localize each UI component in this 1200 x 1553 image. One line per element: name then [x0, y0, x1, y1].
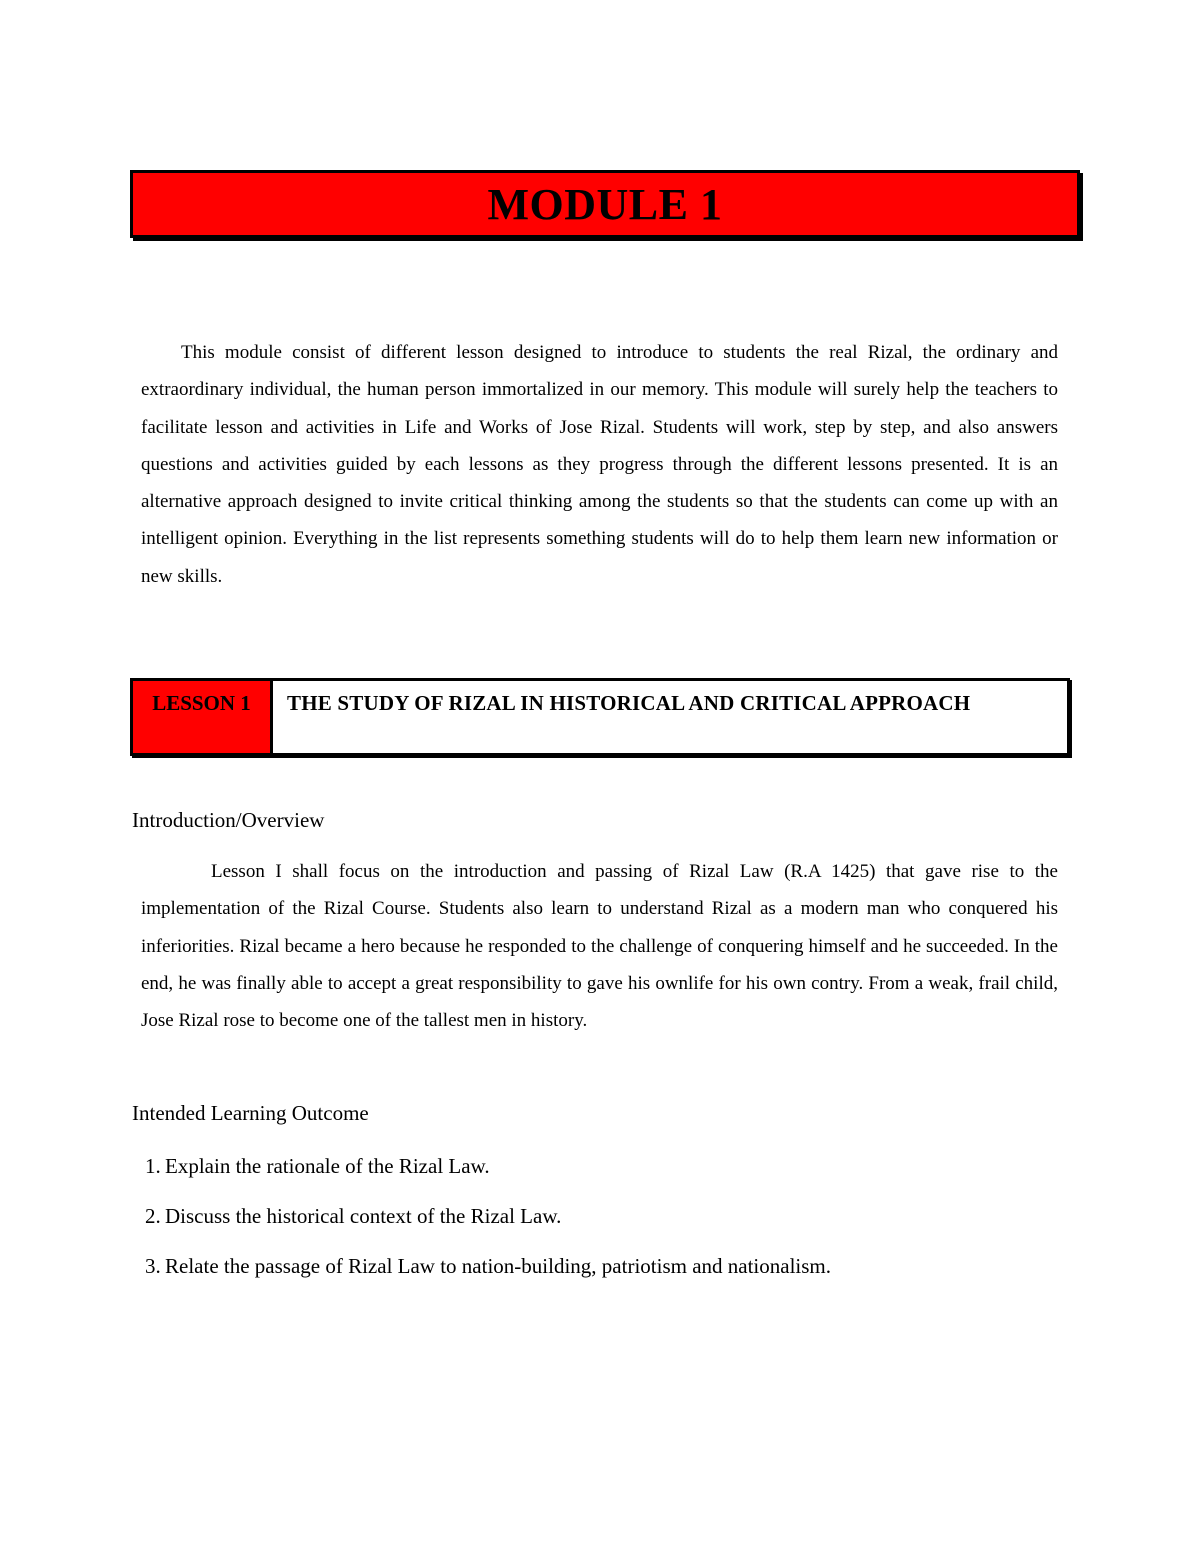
list-item	[145, 1198, 1045, 1248]
list-item	[145, 1148, 1045, 1198]
lesson-label: LESSON 1	[133, 681, 273, 753]
outcomes-list	[145, 1148, 1045, 1298]
lesson-title: THE STUDY OF RIZAL IN HISTORICAL AND CRITICAL APPROACH	[287, 691, 971, 715]
intro-paragraph: This module consist of different lesson designed to introduce to students the real Rizal, the ordinary and extraordinary individual, the human person immortalized in our memory. This module will surely help the teachers to facilitate lesson and activities in Life and Works of Jose Rizal. Students will work, step by step, and also answers questions and activities guided by each lessons as they progress through the different lessons presented. It is an alternative approach designed to invite critical thinking among the students so that the students can come up with an intelligent opinion. Everything in the list represents something students will do to help them learn new information or new skills.	[141, 342, 1058, 587]
list-item-text: Relate the passage of Rizal Law to nation-building, patriotism and nationalism.	[165, 1254, 832, 1278]
module-banner	[130, 170, 1080, 238]
lesson-header	[130, 678, 1070, 756]
list-item-number: 1.	[145, 1154, 161, 1178]
overview-heading: Introduction/Overview	[132, 808, 325, 832]
module-title: MODULE 1	[487, 180, 723, 229]
list-item-text: Discuss the historical context of the Rizal Law.	[165, 1204, 562, 1228]
list-item-number: 2.	[145, 1204, 161, 1228]
outcomes-heading: Intended Learning Outcome	[132, 1101, 369, 1125]
list-item-text: Explain the rationale of the Rizal Law.	[165, 1154, 490, 1178]
overview-paragraph: Lesson I shall focus on the introduction and passing of Rizal Law (R.A 1425) that gave rise to the implementation of the Rizal Course. Students also learn to understand Rizal as a modern man who conquered his inferiorities. Rizal became a hero because he responded to the challenge of conquering himself and he succeeded. In the end, he was finally able to accept a great responsibility to gave his ownlife for his own contry. From a weak, frail child, Jose Rizal rose to become one of the tallest men in history.	[141, 861, 1058, 1032]
list-item	[145, 1248, 1045, 1298]
list-item-number: 3.	[145, 1254, 161, 1278]
